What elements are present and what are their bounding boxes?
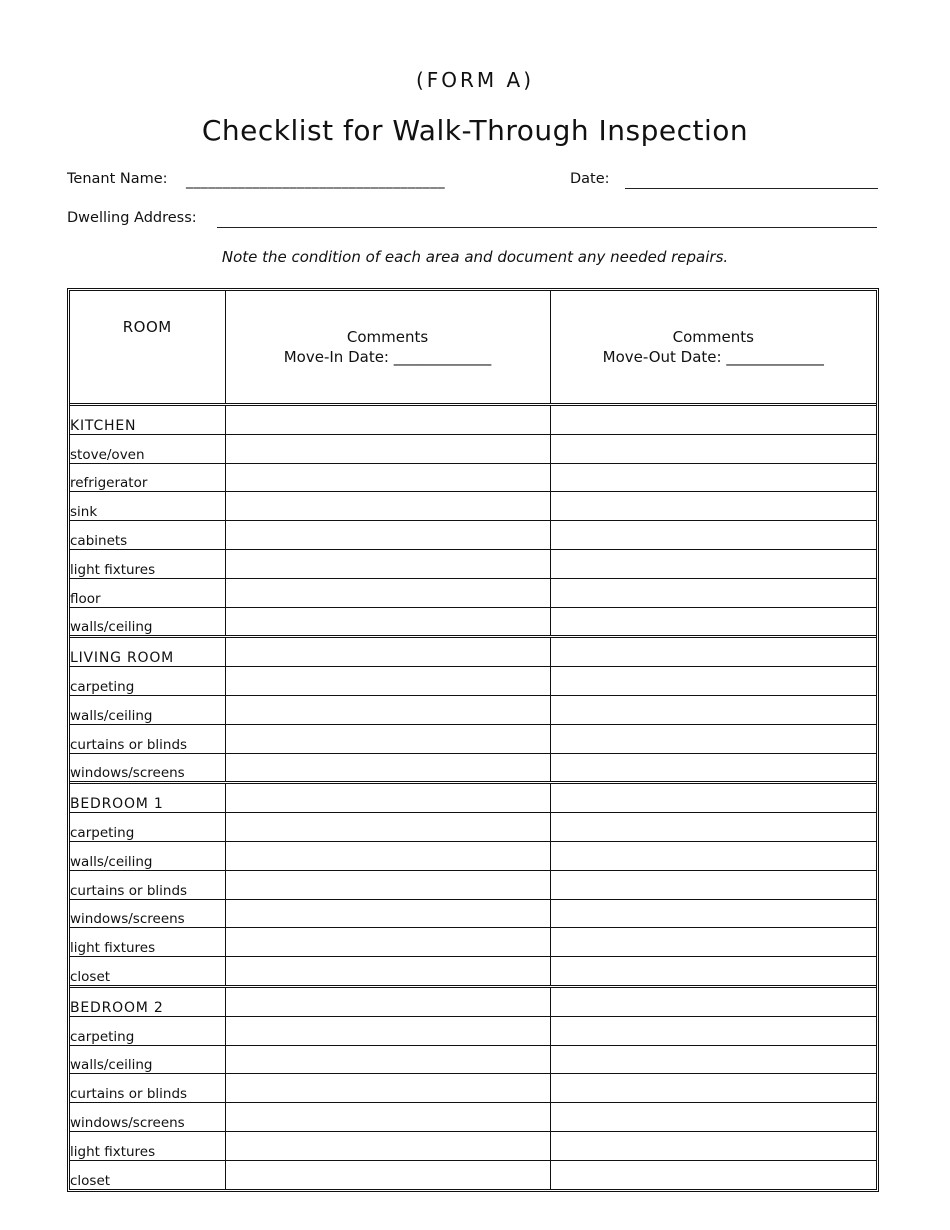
move-in-column-header bbox=[225, 291, 550, 405]
section-label: BEDROOM 1 bbox=[70, 783, 225, 813]
room-item-label: closet bbox=[70, 957, 225, 987]
tenant-name-label: Tenant Name: bbox=[67, 171, 168, 187]
room-item-label: windows/screens bbox=[70, 899, 225, 928]
move-out-comment-cell[interactable] bbox=[550, 1103, 876, 1132]
move-out-comment-cell[interactable] bbox=[550, 1045, 876, 1074]
room-item-label: curtains or blinds bbox=[70, 870, 225, 899]
move-out-comment-cell[interactable] bbox=[550, 957, 876, 987]
room-item-label: light fixtures bbox=[70, 928, 225, 957]
move-out-comment-cell[interactable] bbox=[550, 1160, 876, 1188]
table-row bbox=[70, 753, 876, 783]
move-in-comment-cell[interactable] bbox=[225, 870, 550, 899]
table-row bbox=[70, 1160, 876, 1188]
dwelling-address-label: Dwelling Address: bbox=[67, 210, 197, 226]
table-row bbox=[70, 549, 876, 578]
page-title: Checklist for Walk-Through Inspection bbox=[201, 114, 749, 147]
move-in-comment-cell[interactable] bbox=[225, 434, 550, 463]
move-in-comment-cell[interactable] bbox=[225, 578, 550, 607]
room-item-label: floor bbox=[70, 578, 225, 607]
inspection-table bbox=[70, 291, 876, 1189]
move-out-comment-cell[interactable] bbox=[550, 753, 876, 783]
move-in-comment-cell[interactable] bbox=[225, 1160, 550, 1188]
move-in-comment-cell[interactable] bbox=[225, 405, 550, 435]
table-row bbox=[70, 724, 876, 753]
move-in-comment-cell[interactable] bbox=[225, 813, 550, 842]
move-in-comment-cell[interactable] bbox=[225, 783, 550, 813]
move-in-comment-cell[interactable] bbox=[225, 1045, 550, 1074]
move-out-comment-cell[interactable] bbox=[550, 492, 876, 521]
table-row bbox=[70, 492, 876, 521]
move-in-comment-cell[interactable] bbox=[225, 753, 550, 783]
move-in-comments-heading: Comments bbox=[346, 328, 429, 346]
move-out-comment-cell[interactable] bbox=[550, 928, 876, 957]
section-label: KITCHEN bbox=[70, 405, 225, 435]
move-in-comment-cell[interactable] bbox=[225, 637, 550, 667]
room-item-label: closet bbox=[70, 1160, 225, 1188]
table-row bbox=[70, 1131, 876, 1160]
checklist-body bbox=[70, 405, 876, 1189]
table-row bbox=[70, 607, 876, 637]
move-in-comment-cell[interactable] bbox=[225, 841, 550, 870]
move-out-comment-cell[interactable] bbox=[550, 463, 876, 492]
table-row bbox=[70, 813, 876, 842]
move-out-comment-cell[interactable] bbox=[550, 813, 876, 842]
move-in-comment-cell[interactable] bbox=[225, 549, 550, 578]
move-out-column-header bbox=[550, 291, 876, 405]
move-in-comment-cell[interactable] bbox=[225, 607, 550, 637]
move-out-comment-cell[interactable] bbox=[550, 841, 876, 870]
move-in-comment-cell[interactable] bbox=[225, 492, 550, 521]
move-in-comment-cell[interactable] bbox=[225, 521, 550, 550]
room-item-label: carpeting bbox=[70, 667, 225, 696]
form-label: (FORM A) bbox=[415, 68, 535, 92]
table-row bbox=[70, 957, 876, 987]
move-out-date-field[interactable]: Move-Out Date: _____________ bbox=[602, 348, 824, 366]
inspection-table-frame bbox=[67, 288, 879, 1192]
move-in-comment-cell[interactable] bbox=[225, 1103, 550, 1132]
room-item-label: cabinets bbox=[70, 521, 225, 550]
move-in-comment-cell[interactable] bbox=[225, 957, 550, 987]
move-in-comment-cell[interactable] bbox=[225, 695, 550, 724]
room-item-label: walls/ceiling bbox=[70, 607, 225, 637]
room-column-header: ROOM bbox=[70, 291, 225, 405]
move-out-comment-cell[interactable] bbox=[550, 405, 876, 435]
date-field[interactable] bbox=[625, 188, 878, 189]
section-label: BEDROOM 2 bbox=[70, 986, 225, 1016]
move-in-date-field[interactable]: Move-In Date: _____________ bbox=[283, 348, 492, 366]
move-in-comment-cell[interactable] bbox=[225, 1016, 550, 1045]
table-row bbox=[70, 521, 876, 550]
move-out-comment-cell[interactable] bbox=[550, 549, 876, 578]
table-row bbox=[70, 1103, 876, 1132]
table-row bbox=[70, 1016, 876, 1045]
move-out-comment-cell[interactable] bbox=[550, 434, 876, 463]
move-out-comments-heading: Comments bbox=[672, 328, 754, 346]
table-row bbox=[70, 695, 876, 724]
move-in-comment-cell[interactable] bbox=[225, 724, 550, 753]
move-in-comment-cell[interactable] bbox=[225, 928, 550, 957]
tenant-name-field[interactable]: ___________________________________ bbox=[186, 173, 445, 189]
table-row bbox=[70, 463, 876, 492]
instruction-text: Note the condition of each area and document any needed repairs. bbox=[221, 248, 729, 266]
move-in-comment-cell[interactable] bbox=[225, 1074, 550, 1103]
move-out-comment-cell[interactable] bbox=[550, 724, 876, 753]
move-out-comment-cell[interactable] bbox=[550, 607, 876, 637]
room-item-label: walls/ceiling bbox=[70, 841, 225, 870]
room-item-label: stove/oven bbox=[70, 434, 225, 463]
move-out-comment-cell[interactable] bbox=[550, 695, 876, 724]
section-row bbox=[70, 986, 876, 1016]
table-row bbox=[70, 434, 876, 463]
move-in-comment-cell[interactable] bbox=[225, 986, 550, 1016]
move-in-comment-cell[interactable] bbox=[225, 463, 550, 492]
move-out-comment-cell[interactable] bbox=[550, 578, 876, 607]
move-out-comment-cell[interactable] bbox=[550, 1074, 876, 1103]
move-in-comment-cell[interactable] bbox=[225, 899, 550, 928]
room-item-label: light fixtures bbox=[70, 1131, 225, 1160]
move-out-comment-cell[interactable] bbox=[550, 667, 876, 696]
room-item-label: carpeting bbox=[70, 1016, 225, 1045]
room-item-label: sink bbox=[70, 492, 225, 521]
section-row bbox=[70, 783, 876, 813]
move-out-comment-cell[interactable] bbox=[550, 1016, 876, 1045]
room-item-label: curtains or blinds bbox=[70, 1074, 225, 1103]
move-out-comment-cell[interactable] bbox=[550, 1131, 876, 1160]
room-item-label: light fixtures bbox=[70, 549, 225, 578]
dwelling-address-field[interactable] bbox=[217, 227, 877, 228]
move-out-comment-cell[interactable] bbox=[550, 637, 876, 667]
room-item-label: windows/screens bbox=[70, 753, 225, 783]
table-row bbox=[70, 899, 876, 928]
room-item-label: carpeting bbox=[70, 813, 225, 842]
move-in-comment-cell[interactable] bbox=[225, 1131, 550, 1160]
room-item-label: walls/ceiling bbox=[70, 1045, 225, 1074]
room-item-label: refrigerator bbox=[70, 463, 225, 492]
room-item-label: curtains or blinds bbox=[70, 724, 225, 753]
table-row bbox=[70, 667, 876, 696]
move-in-comment-cell[interactable] bbox=[225, 667, 550, 696]
section-label: LIVING ROOM bbox=[70, 637, 225, 667]
table-row bbox=[70, 1074, 876, 1103]
table-row bbox=[70, 841, 876, 870]
section-row bbox=[70, 405, 876, 435]
section-row bbox=[70, 637, 876, 667]
table-row bbox=[70, 928, 876, 957]
table-row bbox=[70, 870, 876, 899]
table-row bbox=[70, 578, 876, 607]
move-out-comment-cell[interactable] bbox=[550, 521, 876, 550]
room-item-label: walls/ceiling bbox=[70, 695, 225, 724]
move-out-comment-cell[interactable] bbox=[550, 986, 876, 1016]
room-item-label: windows/screens bbox=[70, 1103, 225, 1132]
table-row bbox=[70, 1045, 876, 1074]
move-out-comment-cell[interactable] bbox=[550, 783, 876, 813]
move-out-comment-cell[interactable] bbox=[550, 870, 876, 899]
move-out-comment-cell[interactable] bbox=[550, 899, 876, 928]
date-label: Date: bbox=[570, 171, 610, 187]
